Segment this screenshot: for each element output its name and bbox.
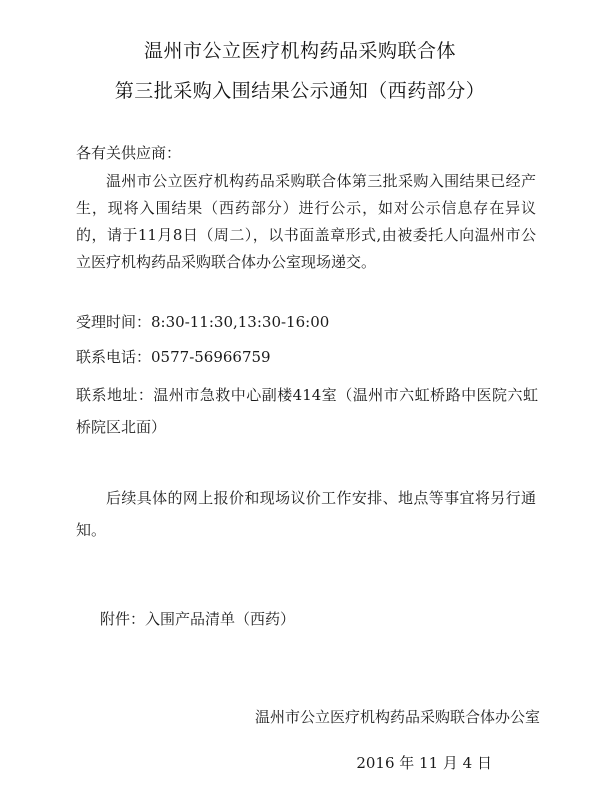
issuer-signature: 温州市公立医疗机构药品采购联合体办公室	[254, 708, 540, 726]
reception-hours	[76, 311, 329, 332]
followup-paragraph: 后续具体的网上报价和现场议价工作安排、地点等事宜将另行通知。	[76, 489, 536, 539]
reception-hours-value: 8:30-11:30,13:30-16:00	[151, 313, 330, 331]
reception-hours-label: 受理时间：	[76, 313, 152, 331]
contact-phone-value: 0577-56966759	[151, 348, 271, 366]
contact-phone	[76, 346, 271, 367]
attachment-label: 附件：	[100, 610, 146, 628]
contact-phone-label: 联系电话：	[76, 348, 152, 366]
issue-date: 2016 年 11 月 4 日	[356, 754, 492, 772]
contact-address-label: 联系地址：	[76, 386, 154, 404]
attachment-value: 入围产品清单（西药）	[145, 610, 296, 628]
attachment-line	[100, 608, 295, 629]
notice-title-line1: 温州市公立医疗机构药品采购联合体	[143, 40, 456, 62]
notice-title-line2: 第三批采购入围结果公示通知（西药部分）	[114, 80, 486, 102]
body-paragraph: 温州市公立医疗机构药品采购联合体第三批采购入围结果已经产生，现将入围结果（西药部分）进行公示，如对公示信息存在异议的，请于11月8日（周二），以书面盖章形式,由被委托人向温州市公立医疗机构药品采购联合体办公室现场递交。	[76, 172, 536, 271]
contact-address-value: 温州市急救中心副楼414室（温州市六虹桥路中医院六虹桥院区北面）	[76, 386, 538, 436]
salutation: 各有关供应商：	[76, 144, 182, 162]
contact-address	[76, 379, 538, 443]
